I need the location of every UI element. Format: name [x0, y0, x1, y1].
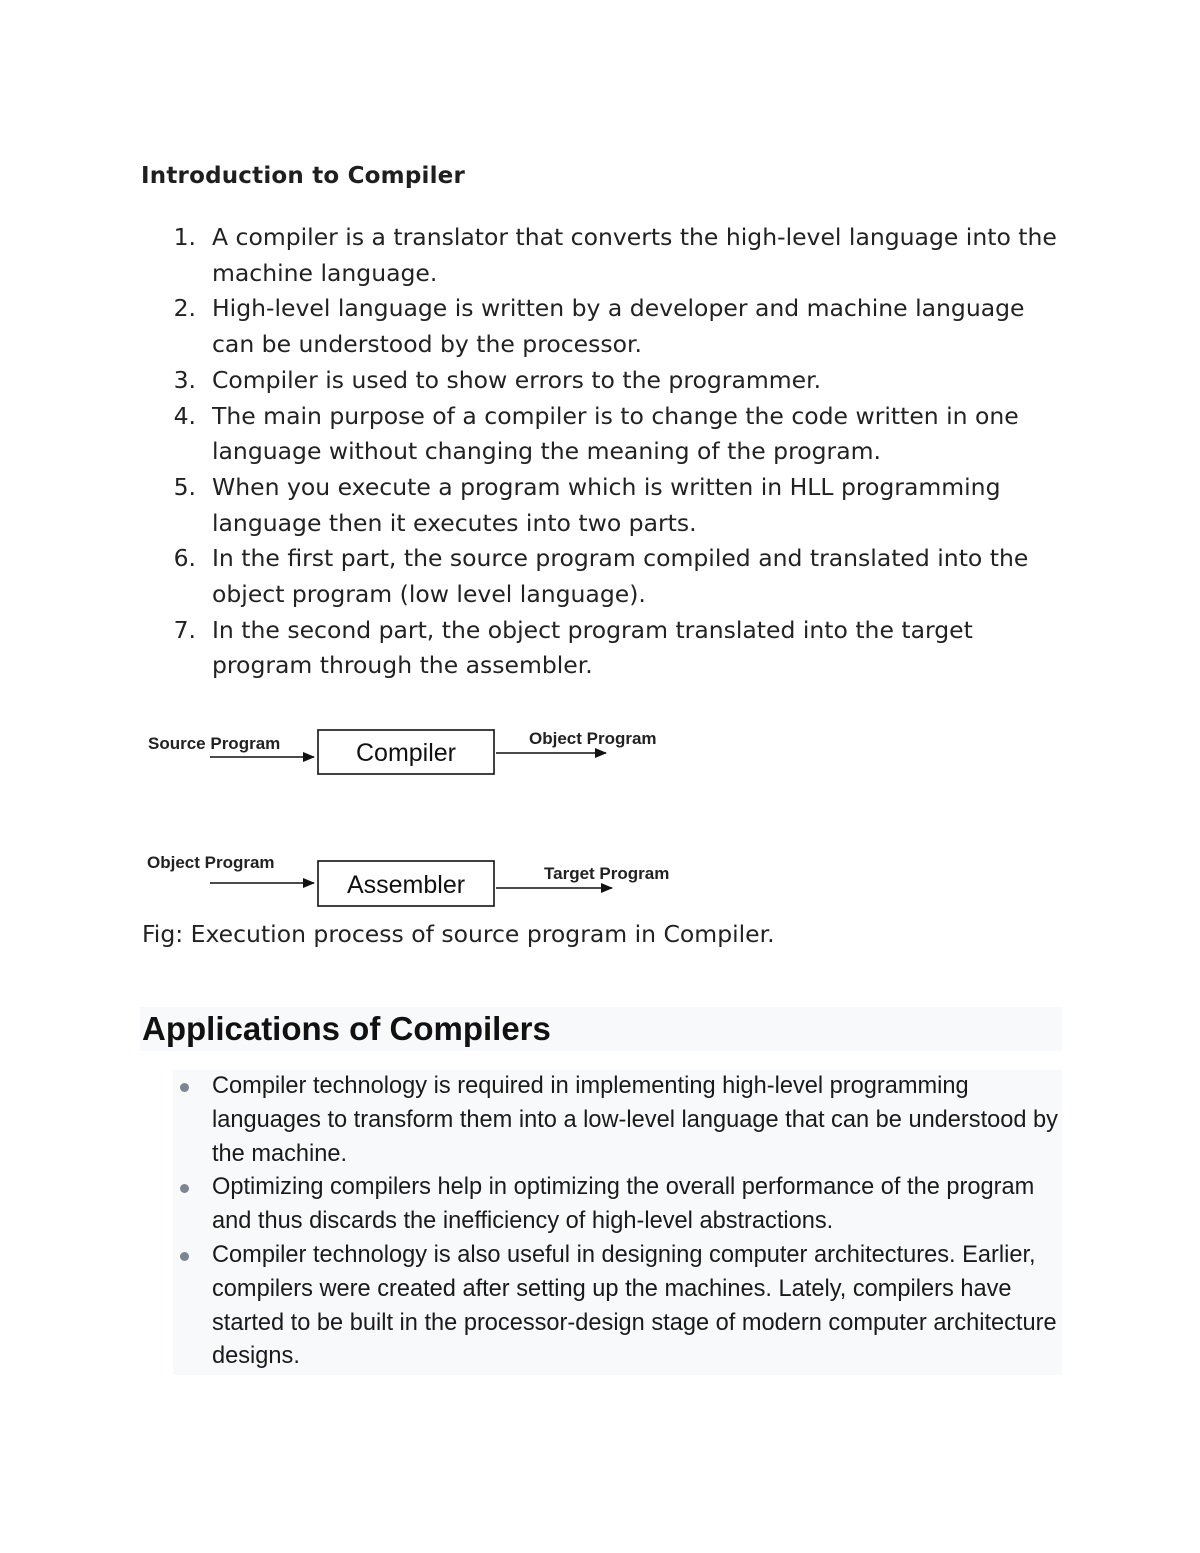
list-item	[140, 470, 1070, 541]
list-item	[140, 291, 1070, 362]
list-item	[173, 1070, 1062, 1171]
list-item-text: In the second part, the object program translated into the target program through the assembler.	[212, 615, 973, 680]
list-marker: 6.	[173, 544, 196, 573]
target-program-label: Target Program	[544, 864, 670, 883]
list-marker: 7.	[173, 615, 196, 644]
list-item-text: In the first part, the source program compiled and translated into the object program (low level language).	[212, 544, 1029, 609]
execution-process-diagram	[140, 715, 700, 915]
list-item-text: A compiler is a translator that converts the high-level language into the machine language.	[212, 223, 1057, 287]
list-item-text: Compiler technology is required in implementing high-level programming languages to transform them into a low-level language that can be understood by the machine.	[212, 1073, 1058, 1167]
figure-caption: Fig: Execution process of source program in Compiler.	[142, 920, 775, 948]
list-marker: 3.	[173, 365, 196, 394]
list-item	[140, 613, 1070, 684]
list-item	[140, 220, 1070, 291]
list-item-text: Compiler is used to show errors to the programmer.	[212, 365, 822, 394]
list-item-text: High-level language is written by a developer and machine language can be understood by the processor.	[212, 294, 1025, 359]
intro-numbered-list	[140, 220, 1070, 684]
list-item	[173, 1171, 1062, 1239]
applications-bullet-list	[173, 1070, 1062, 1374]
list-marker: 1.	[173, 223, 196, 251]
list-item	[140, 399, 1070, 470]
list-marker: 5.	[173, 472, 196, 501]
list-item	[140, 363, 1070, 399]
bullet-icon	[180, 1184, 189, 1193]
list-marker: 4.	[173, 401, 196, 430]
list-item-text: Compiler technology is also useful in designing computer architectures. Earlier, compilers were created after setting up the machines. Lately, compilers have started to be built in the processor-design stage of modern computer architecture designs.	[212, 1241, 1057, 1370]
list-marker: 2.	[173, 294, 196, 323]
applications-heading: Applications of Compilers	[142, 1010, 551, 1047]
list-item-text: When you execute a program which is written in HLL programming language then it executes into two parts.	[212, 472, 1001, 537]
list-item-text: Optimizing compilers help in optimizing the overall performance of the program and thus discards the inefficiency of high-level abstractions.	[212, 1174, 1035, 1235]
list-item-text: The main purpose of a compiler is to change the code written in one language without changing the meaning of the program.	[212, 401, 1019, 466]
bullet-icon	[180, 1252, 189, 1261]
object-program-input-label: Object Program	[147, 853, 275, 872]
list-item	[173, 1239, 1062, 1374]
object-program-output-label: Object Program	[529, 729, 657, 748]
assembler-box-label: Assembler	[346, 871, 466, 899]
compiler-box-label: Compiler	[355, 739, 457, 767]
list-item	[140, 541, 1070, 612]
source-program-label: Source Program	[148, 734, 281, 753]
bullet-icon	[180, 1083, 189, 1092]
intro-heading: Introduction to Compiler	[141, 163, 466, 189]
